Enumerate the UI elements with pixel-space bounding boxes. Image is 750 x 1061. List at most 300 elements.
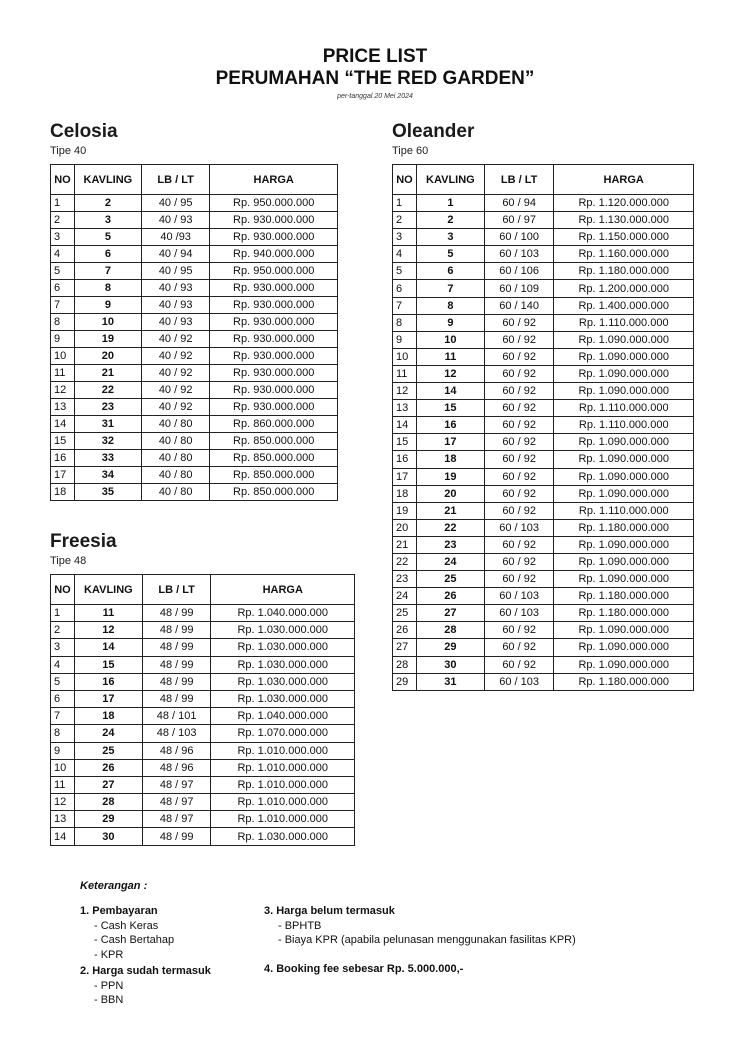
row-number: 17	[393, 468, 417, 485]
kavling-number: 33	[74, 450, 141, 467]
lb-lt: 60 / 103	[484, 519, 554, 536]
note-booking-fee: 4. Booking fee sebesar Rp. 5.000.000,-	[264, 962, 464, 975]
note-item: - PPN	[94, 979, 124, 992]
row-number: 9	[393, 331, 417, 348]
price: Rp. 1.010.000.000	[211, 794, 355, 811]
lb-lt: 40 / 94	[141, 246, 210, 263]
section-type: Tipe 40	[50, 145, 87, 157]
column-header: LB / LT	[141, 165, 210, 195]
kavling-number: 22	[416, 519, 484, 536]
lb-lt: 40 / 95	[141, 195, 210, 212]
table-row	[393, 417, 694, 434]
table-header-row	[393, 165, 694, 195]
table-header-row	[51, 165, 338, 195]
row-number: 5	[51, 263, 75, 280]
price: Rp. 930.000.000	[210, 382, 338, 399]
table-row	[393, 553, 694, 570]
row-number: 29	[393, 673, 417, 690]
row-number: 14	[51, 416, 75, 433]
price: Rp. 1.180.000.000	[554, 519, 694, 536]
lb-lt: 60 / 106	[484, 263, 554, 280]
table-row	[51, 314, 338, 331]
price: Rp. 1.110.000.000	[554, 314, 694, 331]
row-number: 6	[51, 690, 75, 707]
table-row	[51, 331, 338, 348]
lb-lt: 48 / 97	[142, 776, 211, 793]
row-number: 10	[51, 759, 75, 776]
row-number: 15	[393, 434, 417, 451]
row-number: 26	[393, 622, 417, 639]
row-number: 9	[51, 331, 75, 348]
notes-right	[264, 904, 576, 976]
row-number: 3	[51, 639, 75, 656]
price: Rp. 1.090.000.000	[554, 485, 694, 502]
table-row	[51, 828, 355, 845]
kavling-number: 7	[416, 280, 484, 297]
table-row	[51, 673, 355, 690]
row-number: 25	[393, 605, 417, 622]
price: Rp. 1.200.000.000	[554, 280, 694, 297]
lb-lt: 40 / 92	[141, 382, 210, 399]
notes-title: Keterangan :	[80, 880, 148, 892]
table-row	[51, 416, 338, 433]
lb-lt: 40 / 95	[141, 263, 210, 280]
price: Rp. 1.180.000.000	[554, 605, 694, 622]
lb-lt: 40 / 80	[141, 433, 210, 450]
table-row	[393, 622, 694, 639]
row-number: 17	[51, 467, 75, 484]
kavling-number: 5	[416, 246, 484, 263]
row-number: 2	[51, 212, 75, 229]
row-number: 18	[51, 484, 75, 501]
row-number: 4	[393, 246, 417, 263]
price: Rp. 930.000.000	[210, 314, 338, 331]
column-header: NO	[393, 165, 417, 195]
price: Rp. 1.090.000.000	[554, 468, 694, 485]
price: Rp. 1.400.000.000	[554, 297, 694, 314]
table-row	[393, 365, 694, 382]
price: Rp. 1.120.000.000	[554, 195, 694, 212]
price: Rp. 850.000.000	[210, 450, 338, 467]
table-row	[393, 519, 694, 536]
row-number: 10	[51, 348, 75, 365]
kavling-number: 19	[74, 331, 141, 348]
kavling-number: 2	[74, 195, 141, 212]
price: Rp. 1.150.000.000	[554, 229, 694, 246]
price: Rp. 1.090.000.000	[554, 536, 694, 553]
row-number: 4	[51, 656, 75, 673]
price: Rp. 1.090.000.000	[554, 331, 694, 348]
kavling-number: 30	[416, 656, 484, 673]
row-number: 14	[393, 417, 417, 434]
table-row	[51, 484, 338, 501]
celosia-section	[50, 121, 338, 501]
table-row	[51, 229, 338, 246]
lb-lt: 40 / 92	[141, 399, 210, 416]
kavling-number: 21	[74, 365, 141, 382]
table-row	[51, 708, 355, 725]
price: Rp. 1.090.000.000	[554, 383, 694, 400]
row-number: 8	[393, 314, 417, 331]
row-number: 16	[393, 451, 417, 468]
note-payment-head: 1. Pembayaran	[80, 905, 158, 917]
lb-lt: 60 / 92	[484, 314, 554, 331]
lb-lt: 60 / 92	[484, 656, 554, 673]
price-date: per-tanggal 20 Mei 2024	[337, 93, 413, 100]
row-number: 11	[51, 776, 75, 793]
lb-lt: 60 / 103	[484, 588, 554, 605]
row-number: 4	[51, 246, 75, 263]
kavling-number: 29	[74, 811, 142, 828]
note-item: - Cash Keras	[94, 919, 159, 932]
row-number: 1	[51, 195, 75, 212]
kavling-number: 8	[416, 297, 484, 314]
table-row	[393, 297, 694, 314]
lb-lt: 60 / 92	[484, 451, 554, 468]
table-row	[393, 195, 694, 212]
lb-lt: 60 / 92	[484, 622, 554, 639]
kavling-number: 15	[416, 400, 484, 417]
kavling-number: 34	[74, 467, 141, 484]
note-included-head: 2. Harga sudah termasuk	[80, 965, 211, 977]
lb-lt: 48 / 99	[142, 690, 211, 707]
price: Rp. 1.090.000.000	[554, 622, 694, 639]
table-row	[393, 673, 694, 690]
table-row	[51, 433, 338, 450]
table-row	[51, 639, 355, 656]
lb-lt: 48 / 97	[142, 811, 211, 828]
price: Rp. 850.000.000	[210, 433, 338, 450]
row-number: 1	[51, 605, 75, 622]
table-row	[393, 434, 694, 451]
table-row	[51, 382, 338, 399]
table-row	[393, 502, 694, 519]
table-row	[51, 656, 355, 673]
price: Rp. 1.030.000.000	[211, 673, 355, 690]
price: Rp. 930.000.000	[210, 212, 338, 229]
kavling-number: 25	[416, 571, 484, 588]
table-row	[393, 212, 694, 229]
table-row	[51, 297, 338, 314]
price: Rp. 1.010.000.000	[211, 742, 355, 759]
lb-lt: 60 / 92	[484, 365, 554, 382]
kavling-number: 1	[416, 195, 484, 212]
oleander-section	[392, 121, 694, 691]
lb-lt: 60 / 100	[484, 229, 554, 246]
lb-lt: 60 / 92	[484, 553, 554, 570]
table-row	[51, 450, 338, 467]
kavling-number: 25	[74, 742, 142, 759]
table-row	[51, 212, 338, 229]
lb-lt: 40 /93	[141, 229, 210, 246]
table-row	[51, 399, 338, 416]
price: Rp. 1.030.000.000	[211, 639, 355, 656]
row-number: 22	[393, 553, 417, 570]
table-row	[393, 605, 694, 622]
lb-lt: 60 / 103	[484, 673, 554, 690]
kavling-number: 6	[74, 246, 141, 263]
column-header: HARGA	[554, 165, 694, 195]
row-number: 7	[51, 708, 75, 725]
kavling-number: 5	[74, 229, 141, 246]
price: Rp. 1.130.000.000	[554, 212, 694, 229]
price: Rp. 1.090.000.000	[554, 348, 694, 365]
column-header: HARGA	[210, 165, 338, 195]
lb-lt: 40 / 80	[141, 450, 210, 467]
price: Rp. 1.180.000.000	[554, 263, 694, 280]
page-title-line1: PRICE LIST	[322, 46, 428, 67]
kavling-number: 12	[416, 365, 484, 382]
price: Rp. 1.090.000.000	[554, 451, 694, 468]
kavling-number: 16	[416, 417, 484, 434]
lb-lt: 48 / 99	[142, 622, 211, 639]
kavling-number: 10	[416, 331, 484, 348]
kavling-number: 28	[74, 794, 142, 811]
price: Rp. 1.180.000.000	[554, 673, 694, 690]
lb-lt: 48 / 96	[142, 742, 211, 759]
price: Rp. 950.000.000	[210, 263, 338, 280]
row-number: 3	[51, 229, 75, 246]
row-number: 9	[51, 742, 75, 759]
price: Rp. 1.110.000.000	[554, 502, 694, 519]
row-number: 19	[393, 502, 417, 519]
row-number: 13	[393, 400, 417, 417]
table-row	[393, 451, 694, 468]
row-number: 24	[393, 588, 417, 605]
section-type: Tipe 60	[392, 145, 429, 157]
kavling-number: 24	[74, 725, 142, 742]
row-number: 11	[393, 365, 417, 382]
table-row	[51, 348, 338, 365]
table-row	[393, 331, 694, 348]
lb-lt: 60 / 109	[484, 280, 554, 297]
note-item: - BBN	[94, 994, 124, 1006]
price: Rp. 940.000.000	[210, 246, 338, 263]
kavling-number: 26	[416, 588, 484, 605]
table-row	[51, 725, 355, 742]
row-number: 23	[393, 571, 417, 588]
row-number: 27	[393, 639, 417, 656]
kavling-number: 8	[74, 280, 141, 297]
row-number: 6	[393, 280, 417, 297]
price: Rp. 1.030.000.000	[211, 828, 355, 845]
price: Rp. 1.180.000.000	[554, 588, 694, 605]
table-row	[51, 467, 338, 484]
column-header: KAVLING	[416, 165, 484, 195]
table-row	[393, 348, 694, 365]
kavling-number: 2	[416, 212, 484, 229]
price: Rp. 1.040.000.000	[211, 708, 355, 725]
table-row	[393, 400, 694, 417]
table-row	[51, 759, 355, 776]
lb-lt: 48 / 99	[142, 639, 211, 656]
lb-lt: 60 / 92	[484, 383, 554, 400]
page-title-line2: PERUMAHAN “THE RED GARDEN”	[215, 68, 535, 89]
table-row	[393, 246, 694, 263]
kavling-number: 26	[74, 759, 142, 776]
lb-lt: 60 / 92	[484, 639, 554, 656]
table-row	[51, 263, 338, 280]
row-number: 15	[51, 433, 75, 450]
price: Rp. 930.000.000	[210, 348, 338, 365]
table-row	[393, 571, 694, 588]
kavling-number: 30	[74, 828, 142, 845]
table-row	[393, 588, 694, 605]
kavling-number: 27	[416, 605, 484, 622]
price: Rp. 860.000.000	[210, 416, 338, 433]
lb-lt: 60 / 94	[484, 195, 554, 212]
row-number: 11	[51, 365, 75, 382]
kavling-number: 22	[74, 382, 141, 399]
kavling-number: 23	[416, 536, 484, 553]
price: Rp. 1.110.000.000	[554, 417, 694, 434]
column-header: KAVLING	[74, 165, 141, 195]
kavling-number: 20	[74, 348, 141, 365]
lb-lt: 40 / 93	[141, 280, 210, 297]
row-number: 8	[51, 314, 75, 331]
table-row	[393, 536, 694, 553]
price: Rp. 1.010.000.000	[211, 811, 355, 828]
row-number: 5	[393, 263, 417, 280]
table-row	[393, 229, 694, 246]
kavling-number: 9	[74, 297, 141, 314]
row-number: 12	[51, 382, 75, 399]
column-header: KAVLING	[74, 575, 142, 605]
section-title: Freesia	[50, 531, 117, 552]
row-number: 1	[393, 195, 417, 212]
column-header: LB / LT	[142, 575, 211, 605]
table-row	[393, 280, 694, 297]
price: Rp. 1.090.000.000	[554, 571, 694, 588]
row-number: 13	[51, 399, 75, 416]
kavling-number: 31	[416, 673, 484, 690]
table-row	[51, 365, 338, 382]
lb-lt: 40 / 92	[141, 348, 210, 365]
lb-lt: 48 / 97	[142, 794, 211, 811]
section-type: Tipe 48	[50, 555, 87, 567]
kavling-number: 24	[416, 553, 484, 570]
table-row	[51, 605, 355, 622]
price: Rp. 930.000.000	[210, 331, 338, 348]
kavling-number: 27	[74, 776, 142, 793]
table-row	[393, 263, 694, 280]
price: Rp. 1.010.000.000	[211, 759, 355, 776]
price: Rp. 1.090.000.000	[554, 365, 694, 382]
price-table-celosia	[50, 164, 338, 501]
kavling-number: 10	[74, 314, 141, 331]
row-number: 21	[393, 536, 417, 553]
row-number: 12	[393, 383, 417, 400]
lb-lt: 48 / 103	[142, 725, 211, 742]
price: Rp. 930.000.000	[210, 399, 338, 416]
note-excluded-head: 3. Harga belum termasuk	[264, 905, 395, 917]
lb-lt: 60 / 140	[484, 297, 554, 314]
lb-lt: 60 / 92	[484, 468, 554, 485]
kavling-number: 12	[74, 622, 142, 639]
column-header: NO	[51, 165, 75, 195]
kavling-number: 23	[74, 399, 141, 416]
table-row	[393, 656, 694, 673]
lb-lt: 40 / 92	[141, 331, 210, 348]
row-number: 10	[393, 348, 417, 365]
lb-lt: 48 / 99	[142, 605, 211, 622]
kavling-number: 18	[74, 708, 142, 725]
lb-lt: 48 / 99	[142, 656, 211, 673]
table-row	[51, 195, 338, 212]
column-header: LB / LT	[484, 165, 554, 195]
row-number: 28	[393, 656, 417, 673]
price: Rp. 1.030.000.000	[211, 656, 355, 673]
note-item: - Biaya KPR (apabila pelunasan menggunakan fasilitas KPR)	[278, 934, 576, 946]
table-row	[51, 246, 338, 263]
price: Rp. 1.110.000.000	[554, 400, 694, 417]
kavling-number: 17	[74, 690, 142, 707]
row-number: 2	[393, 212, 417, 229]
kavling-number: 29	[416, 639, 484, 656]
row-number: 6	[51, 280, 75, 297]
row-number: 18	[393, 485, 417, 502]
kavling-number: 7	[74, 263, 141, 280]
kavling-number: 17	[416, 434, 484, 451]
price: Rp. 1.040.000.000	[211, 605, 355, 622]
price: Rp. 930.000.000	[210, 229, 338, 246]
kavling-number: 21	[416, 502, 484, 519]
lb-lt: 40 / 93	[141, 314, 210, 331]
kavling-number: 20	[416, 485, 484, 502]
table-row	[51, 742, 355, 759]
kavling-number: 11	[416, 348, 484, 365]
table-row	[51, 690, 355, 707]
section-title: Celosia	[50, 121, 118, 142]
lb-lt: 60 / 92	[484, 485, 554, 502]
kavling-number: 3	[74, 212, 141, 229]
note-item: - BPHTB	[278, 919, 322, 932]
column-header: NO	[51, 575, 75, 605]
price: Rp. 1.090.000.000	[554, 639, 694, 656]
kavling-number: 18	[416, 451, 484, 468]
price-table-oleander	[392, 164, 694, 691]
kavling-number: 28	[416, 622, 484, 639]
kavling-number: 9	[416, 314, 484, 331]
lb-lt: 60 / 92	[484, 331, 554, 348]
price: Rp. 1.090.000.000	[554, 553, 694, 570]
table-row	[393, 639, 694, 656]
lb-lt: 60 / 103	[484, 246, 554, 263]
lb-lt: 60 / 92	[484, 571, 554, 588]
price: Rp. 950.000.000	[210, 195, 338, 212]
kavling-number: 32	[74, 433, 141, 450]
kavling-number: 19	[416, 468, 484, 485]
price: Rp. 1.030.000.000	[211, 622, 355, 639]
kavling-number: 3	[416, 229, 484, 246]
note-item: - Cash Bertahap	[94, 934, 175, 946]
column-header: HARGA	[211, 575, 355, 605]
kavling-number: 14	[416, 383, 484, 400]
row-number: 2	[51, 622, 75, 639]
price: Rp. 1.090.000.000	[554, 656, 694, 673]
table-row	[51, 280, 338, 297]
notes-left	[80, 904, 211, 1008]
row-number: 8	[51, 725, 75, 742]
price: Rp. 1.010.000.000	[211, 776, 355, 793]
kavling-number: 16	[74, 673, 142, 690]
kavling-number: 35	[74, 484, 141, 501]
lb-lt: 40 / 93	[141, 212, 210, 229]
lb-lt: 60 / 92	[484, 400, 554, 417]
price: Rp. 1.160.000.000	[554, 246, 694, 263]
table-row	[393, 468, 694, 485]
kavling-number: 15	[74, 656, 142, 673]
